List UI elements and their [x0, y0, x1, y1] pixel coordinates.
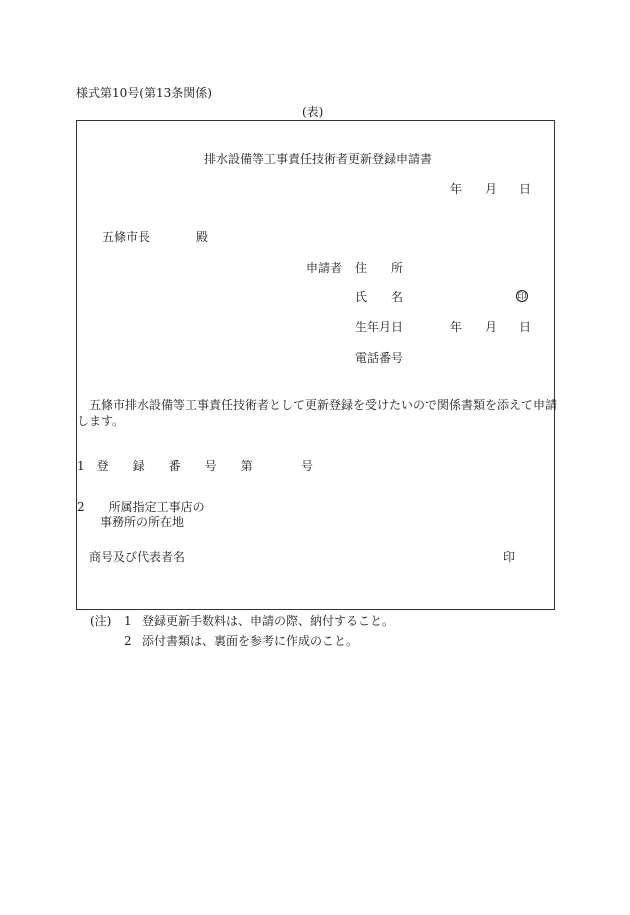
birth-month: 月 — [485, 320, 498, 334]
registration-number-suffix: 号 — [301, 459, 314, 473]
form-number: 様式第10号(第13条関係) — [76, 86, 212, 100]
birth-year: 年 — [450, 320, 463, 334]
note-2-text: 添付書類は、裏面を参考に作成のこと。 — [142, 634, 359, 648]
note-1-number: 1 — [124, 614, 132, 628]
address-label: 住 所 — [355, 261, 404, 275]
name-label: 氏 名 — [355, 290, 404, 304]
trade-name-label: 商号及び代表者名 — [89, 550, 186, 564]
birthdate-label: 生年月日 — [355, 320, 404, 334]
office-label-line1: 2 所属指定工事店の — [77, 500, 205, 514]
body-text-line2: します。 — [77, 414, 125, 428]
note-1-text: 登録更新手数料は、申請の際、納付すること。 — [142, 614, 395, 628]
registration-number-label: 1 登 録 番 号 第 — [77, 459, 253, 473]
form-frame — [76, 120, 558, 610]
phone-label: 電話番号 — [355, 351, 404, 365]
applicant-label: 申請者 — [306, 261, 343, 275]
side-label: (表) — [302, 105, 324, 119]
addressee-honorific: 殿 — [196, 230, 209, 244]
note-2-number: 2 — [124, 634, 132, 648]
seal-mark-icon: 印 — [517, 292, 527, 302]
date-month: 月 — [485, 182, 498, 196]
trade-name-seal: 印 — [503, 550, 516, 564]
office-label-line2: 事務所の所在地 — [100, 515, 185, 529]
form-title: 排水設備等工事責任技術者更新登録申請書 — [204, 152, 433, 166]
birth-day: 日 — [519, 320, 532, 334]
notes-label: (注) — [90, 614, 112, 628]
date-day: 日 — [519, 182, 532, 196]
addressee-name: 五條市長 — [102, 230, 151, 244]
date-year: 年 — [450, 182, 463, 196]
body-text-line1: 五條市排水設備等工事責任技術者として更新登録を受けたいので関係書類を添えて申請 — [77, 398, 558, 412]
